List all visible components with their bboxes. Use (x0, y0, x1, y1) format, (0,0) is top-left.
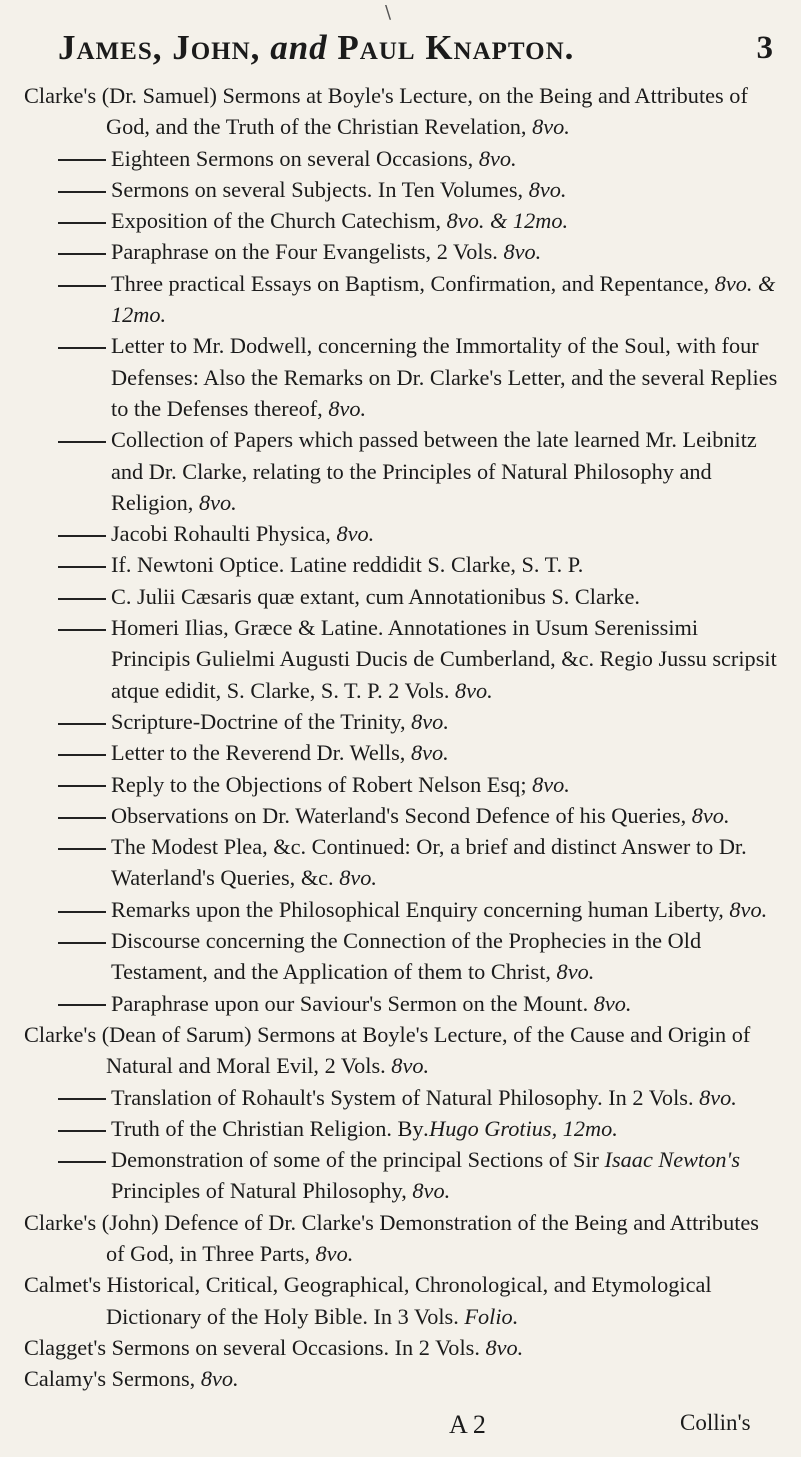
catchword: Collin's (680, 1410, 751, 1435)
dash-mark (55, 843, 111, 855)
list-item: Scripture-Doctrine of the Trinity, 8vo. (0, 706, 801, 737)
top-mark: \ (385, 2, 392, 23)
dash-mark (55, 186, 111, 198)
dash-mark (55, 530, 111, 542)
list-item: Discourse concerning the Connection of the Prophecies in the Old Testament, and the Application of them to Christ, 8vo. (0, 925, 801, 988)
list-item: Letter to Mr. Dodwell, concerning the Immortality of the Soul, with four Defenses: Also the Remarks on Dr. Clarke's Letter, and the several Replies to the Defenses thereof, 8vo. (0, 330, 801, 424)
list-item: Calamy's Sermons, 8vo. (24, 1366, 239, 1392)
list-item: Observations on Dr. Waterland's Second Defence of his Queries, 8vo. (0, 800, 801, 831)
list-item: Exposition of the Church Catechism, 8vo. & 12mo. (0, 205, 801, 236)
publisher-heading (58, 28, 574, 68)
dash-mark (55, 280, 111, 292)
dash-mark (55, 154, 111, 166)
list-item: Clagget's Sermons on several Occasions. In 2 Vols. 8vo. (24, 1334, 524, 1360)
list-item: Eighteen Sermons on several Occasions, 8vo. (0, 143, 801, 174)
dash-mark (55, 593, 111, 605)
dash-mark (55, 248, 111, 260)
list-item: The Modest Plea, &c. Continued: Or, a brief and distinct Answer to Dr. Waterland's Queries, &c. 8vo. (0, 831, 801, 894)
dash-mark (55, 1156, 111, 1168)
list-item: If. Newtoni Optice. Latine reddidit S. Clarke, S. T. P. (0, 549, 801, 580)
dash-mark (55, 1093, 111, 1105)
list-item: Calmet's Historical, Critical, Geographical, Chronological, and Etymological Dictionary of the Holy Bible. In 3 Vols. Folio. (24, 1272, 712, 1329)
page-footer (0, 1410, 801, 1450)
dash-mark (55, 436, 111, 448)
list-item: Three practical Essays on Baptism, Confirmation, and Repentance, 8vo. & 12mo. (0, 268, 801, 331)
dash-mark (55, 217, 111, 229)
list-item: Paraphrase on the Four Evangelists, 2 Vols. 8vo. (0, 236, 801, 267)
list-item: C. Julii Cæsaris quæ extant, cum Annotationibus S. Clarke. (0, 581, 801, 612)
list-item: Remarks upon the Philosophical Enquiry concerning human Liberty, 8vo. (0, 894, 801, 925)
list-item: Clarke's (Dr. Samuel) Sermons at Boyle's Lecture, on the Being and Attributes of God, and the Truth of the Christian Revelation, 8vo. (24, 83, 748, 140)
list-item: Letter to the Reverend Dr. Wells, 8vo. (0, 737, 801, 768)
list-item: Clarke's (John) Defence of Dr. Clarke's Demonstration of the Being and Attributes of God, in Three Parts, 8vo. (24, 1209, 759, 1266)
list-item: Clarke's (Dean of Sarum) Sermons at Boyle's Lecture, of the Cause and Origin of Natural and Moral Evil, 2 Vols. 8vo. (24, 1021, 751, 1079)
heading-names: James, John, (58, 28, 261, 67)
catalogue-list (0, 80, 801, 1394)
list-item: Reply to the Objections of Robert Nelson Esq; 8vo. (0, 769, 801, 800)
dash-mark (55, 1125, 111, 1137)
page-number: 3 (756, 30, 773, 66)
dash-mark (55, 812, 111, 824)
signature-mark: A 2 (449, 1410, 486, 1439)
list-item: Paraphrase upon our Saviour's Sermon on the Mount. 8vo. (0, 988, 801, 1019)
heading-last: Paul Knapton. (337, 28, 575, 67)
list-item: Collection of Papers which passed between the late learned Mr. Leibnitz and Dr. Clarke, relating to the Principles of Natural Philosophy and Religion, 8vo. (0, 424, 801, 518)
dash-mark (55, 561, 111, 573)
list-item: Sermons on several Subjects. In Ten Volumes, 8vo. (0, 174, 801, 205)
dash-mark (55, 624, 111, 636)
dash-mark (55, 718, 111, 730)
list-item: Homeri Ilias, Græce & Latine. Annotationes in Usum Serenissimi Principis Gulielmi Augusti Ducis de Cumberland, &c. Regio Jussu scripsit atque edidit, S. Clarke, S. T. P. 2 Vols. 8vo. (0, 612, 801, 706)
heading-conjunction: and (270, 28, 328, 67)
running-header (0, 28, 801, 74)
list-item: Demonstration of some of the principal Sections of Sir Isaac Newton's Principles of Natural Philosophy, 8vo. (0, 1144, 801, 1207)
dash-mark (55, 749, 111, 761)
dash-mark (55, 999, 111, 1011)
list-item: Jacobi Rohaulti Physica, 8vo. (0, 518, 801, 549)
dash-mark (55, 906, 111, 918)
dash-mark (55, 780, 111, 792)
dash-mark (55, 937, 111, 949)
list-item: Translation of Rohault's System of Natural Philosophy. In 2 Vols. 8vo. (0, 1082, 801, 1113)
list-item: Truth of the Christian Religion. By.Hugo Grotius, 12mo. (0, 1113, 801, 1144)
dash-mark (55, 342, 111, 354)
